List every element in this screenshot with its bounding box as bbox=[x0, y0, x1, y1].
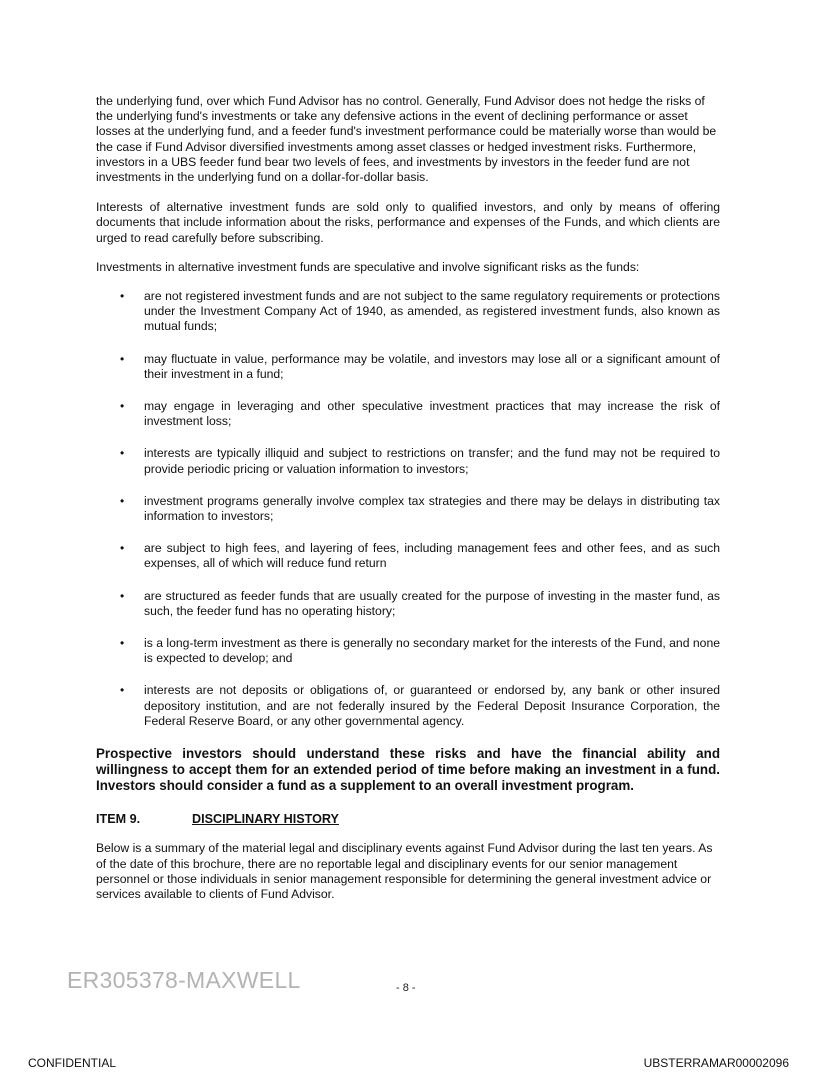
bullet-text: are not registered investment funds and are not subject to the same regulatory requirements or protections under the Investment Company Act of 1940, as amended, as registered investment funds, also known as mutual funds; bbox=[144, 289, 720, 334]
bullet-text: interests are typically illiquid and subject to restrictions on transfer; and the fund may not be required to provide periodic pricing or valuation information to investors; bbox=[144, 446, 720, 476]
risk-bullet-list bbox=[96, 289, 720, 729]
bullet-icon: • bbox=[120, 289, 125, 304]
bullet-icon: • bbox=[120, 351, 125, 366]
bullet-icon: • bbox=[120, 588, 125, 603]
paragraph-underlying-fund: the underlying fund, over which Fund Advisor has no control. Generally, Fund Advisor does not hedge the risks of the underlying fund's investments or take any defensive actions in the event of declining performance or asset losses at the underlying fund, and a feeder fund's investment performance could be materially worse than would be the case if Fund Advisor diversified investments among asset classes or hedged investment risks. Furthermore, investors in a UBS feeder fund bear two levels of fees, and investments by investors in the feeder fund are not investments in the underlying fund on a dollar-for-dollar basis. bbox=[96, 94, 717, 185]
section-heading bbox=[96, 812, 720, 827]
bullet-text: are structured as feeder funds that are usually created for the purpose of investing in the master fund, as such, the feeder fund has no operating history; bbox=[144, 588, 720, 618]
list-item bbox=[96, 494, 720, 524]
page-body bbox=[96, 94, 720, 916]
bullet-icon: • bbox=[120, 493, 125, 508]
list-item bbox=[96, 636, 720, 666]
confidential-label: CONFIDENTIAL bbox=[28, 1056, 117, 1070]
bates-number: UBSTERRAMAR00002096 bbox=[643, 1056, 789, 1070]
bullet-text: is a long-term investment as there is generally no secondary market for the interests of the Fund, and none is expected to develop; and bbox=[144, 636, 720, 666]
list-item bbox=[96, 541, 720, 571]
bullet-icon: • bbox=[120, 446, 125, 461]
bullet-text: interests are not deposits or obligations of, or guaranteed or endorsed by, any bank or other insured depository institution, and are not federally insured by the Federal Deposit Insurance Corporation, the Federal Reserve Board, or any other governmental agency. bbox=[144, 683, 720, 728]
list-item bbox=[96, 399, 720, 429]
bullet-text: investment programs generally involve complex tax strategies and there may be delays in distributing tax information to investors; bbox=[144, 493, 720, 524]
bates-watermark: ER305378-MAXWELL bbox=[67, 967, 301, 993]
bullet-text: are subject to high fees, and layering of fees, including management fees and other fees, and as such expenses, all of which will reduce fund return bbox=[144, 541, 720, 571]
list-item bbox=[96, 352, 720, 382]
section-title: DISCIPLINARY HISTORY bbox=[192, 812, 339, 827]
bullet-text: may engage in leveraging and other speculative investment practices that may increase the risk of investment loss; bbox=[144, 399, 720, 429]
list-item bbox=[96, 289, 720, 335]
section-number: ITEM 9. bbox=[96, 812, 141, 827]
list-item bbox=[96, 446, 720, 476]
bullet-icon: • bbox=[120, 683, 125, 698]
paragraph-disciplinary: Below is a summary of the material legal and disciplinary events against Fund Advisor during the last ten years. As of the date of this brochure, there are no reportable legal and disciplinary events for our senior management personnel or those individuals in senior management responsible for determining the general investment advice or services available to clients of Fund Advisor. bbox=[96, 841, 713, 901]
bullet-text: may fluctuate in value, performance may be volatile, and investors may lose all or a significant amount of their investment in a fund; bbox=[144, 351, 720, 381]
list-item bbox=[96, 589, 720, 619]
page-number: - 8 - bbox=[396, 982, 416, 994]
risk-warning-paragraph: Prospective investors should understand these risks and have the financial ability and willingness to accept them for an extended period of time before making an investment in a fund. Investors should consider a fund as a supplement to an overall investment program. bbox=[96, 746, 720, 794]
bullet-icon: • bbox=[120, 541, 125, 556]
bullet-icon: • bbox=[120, 399, 125, 414]
list-item bbox=[96, 683, 720, 729]
paragraph-interests: Interests of alternative investment funds are sold only to qualified investors, and only by means of offering documents that include information about the risks, performance and expenses of the Funds, and which clients are urged to read carefully before subscribing. bbox=[96, 200, 720, 245]
bullet-icon: • bbox=[120, 636, 125, 651]
paragraph-risks-intro: Investments in alternative investment funds are speculative and involve significant risks as the funds: bbox=[96, 259, 640, 274]
